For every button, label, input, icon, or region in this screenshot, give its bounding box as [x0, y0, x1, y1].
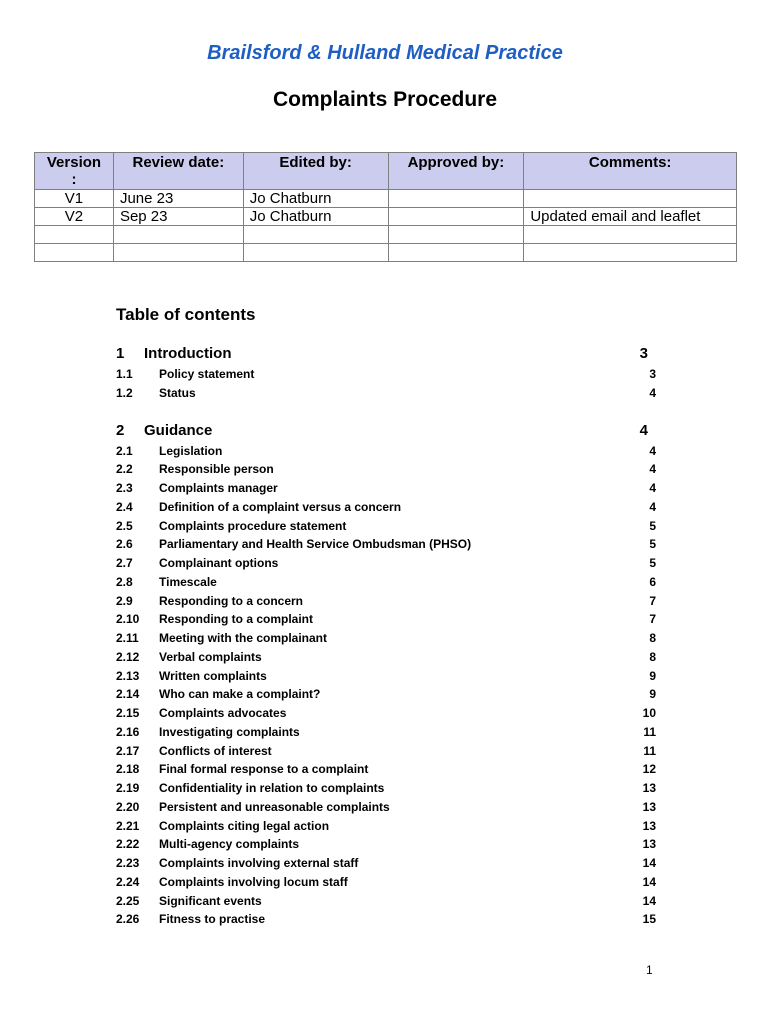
- toc-entry[interactable]: [116, 499, 656, 515]
- toc-entry-page: 10: [642, 706, 656, 720]
- toc-entry-number: 2.21: [116, 818, 140, 833]
- toc-entry[interactable]: [116, 385, 656, 401]
- table-cell: [388, 208, 524, 226]
- table-cell: June 23: [113, 190, 243, 208]
- toc-entry-number: 2.8: [116, 574, 133, 589]
- toc-entry[interactable]: [116, 799, 656, 815]
- toc-entry-number: 2.23: [116, 856, 140, 870]
- table-cell: [35, 244, 114, 262]
- toc-entry-page: 14: [642, 893, 656, 908]
- toc-entry-number: 2.17: [116, 743, 140, 758]
- table-cell: [388, 226, 524, 244]
- table-row: [35, 226, 737, 244]
- toc-entry-number: 2.11: [116, 631, 139, 645]
- toc-entry-page: 4: [649, 385, 656, 400]
- toc-entry-title: Complaints involving locum staff: [159, 874, 348, 889]
- table-cell: Updated email and leaflet: [524, 208, 737, 226]
- toc-entry[interactable]: [116, 893, 656, 909]
- toc-entry[interactable]: [116, 480, 656, 496]
- toc-entry[interactable]: [116, 686, 656, 702]
- table-row: [35, 244, 737, 262]
- toc-entry-page: 9: [649, 668, 656, 683]
- toc-entry-page: 4: [649, 481, 656, 495]
- version-table: [34, 152, 737, 262]
- toc-entry-title: Complaints manager: [159, 481, 278, 495]
- table-cell: [524, 244, 737, 262]
- table-cell: [35, 226, 114, 244]
- table-cell: Jo Chatburn: [243, 190, 388, 208]
- toc-entry-title: Timescale: [159, 574, 217, 589]
- toc-heading: Table of contents: [116, 305, 256, 324]
- toc-entry-number: 2.10: [116, 612, 140, 627]
- header-version: Version :: [35, 153, 114, 190]
- table-cell: [113, 244, 243, 262]
- toc-entry-number: 2.9: [116, 593, 133, 608]
- toc-entry-page: 3: [639, 345, 648, 362]
- toc-entry[interactable]: [116, 761, 656, 777]
- toc-entry-title: Complaints procedure statement: [159, 518, 347, 533]
- toc-entry[interactable]: [116, 855, 656, 871]
- toc-entry-title: Conflicts of interest: [159, 743, 272, 758]
- toc-entry-title: Legislation: [159, 443, 223, 458]
- toc-entry-page: 14: [642, 874, 656, 889]
- toc-entry-title: Complaints involving external staff: [159, 856, 359, 870]
- toc-entry-number: 2.26: [116, 912, 140, 927]
- table-cell: [524, 190, 737, 208]
- toc-entry-title: Introduction: [144, 345, 232, 362]
- toc-entry-page: 13: [642, 781, 656, 795]
- table-cell: [388, 244, 524, 262]
- toc-entry-title: Guidance: [144, 421, 213, 439]
- toc-entry-page: 12: [642, 762, 656, 777]
- toc-entry[interactable]: [116, 911, 656, 927]
- toc-entry-number: 2.7: [116, 556, 133, 570]
- table-cell: Sep 23: [113, 208, 243, 226]
- table-row: [35, 190, 737, 208]
- toc-entry-page: 6: [649, 574, 656, 589]
- toc-entry-page: 4: [649, 499, 656, 514]
- toc-entry-number: 2.15: [116, 706, 140, 720]
- table-cell: V1: [35, 190, 114, 208]
- toc-entry-number: 2.4: [116, 499, 133, 514]
- toc-entry-title: Multi-agency complaints: [159, 837, 300, 852]
- table-cell: [388, 190, 524, 208]
- toc-entry[interactable]: [116, 743, 656, 759]
- toc-entry[interactable]: [116, 724, 656, 740]
- table-cell: [524, 226, 737, 244]
- toc-entry-page: 5: [649, 537, 656, 552]
- toc-entry[interactable]: [116, 836, 656, 852]
- toc-entry[interactable]: [116, 461, 656, 477]
- toc-entry-page: 11: [643, 743, 656, 758]
- toc-entry-title: Significant events: [159, 893, 262, 908]
- toc-entry-title: Complaints citing legal action: [159, 818, 330, 833]
- toc-entry-title: Verbal complaints: [159, 649, 262, 664]
- toc-entry-number: 2.3: [116, 481, 133, 495]
- toc-entry-number: 1: [116, 345, 125, 362]
- toc-entry[interactable]: [116, 874, 656, 890]
- toc-entry-number: 2.19: [116, 781, 140, 795]
- toc-entry-page: 7: [649, 593, 656, 608]
- toc-entry-number: 2.22: [116, 837, 140, 852]
- table-cell: V2: [35, 208, 114, 226]
- toc-entry-number: 2.25: [116, 893, 140, 908]
- toc-entry-page: 4: [649, 443, 656, 458]
- toc-entry-title: Parliamentary and Health Service Ombudsman (PHSO): [159, 537, 472, 552]
- toc-entry-number: 2.18: [116, 762, 140, 777]
- toc-entry-title: Definition of a complaint versus a concern: [159, 499, 402, 514]
- toc-entry-page: 15: [642, 912, 656, 927]
- toc-entry-number: 2.16: [116, 724, 140, 739]
- toc-section-entry[interactable]: [116, 422, 656, 440]
- toc-entry-page: 5: [649, 556, 656, 570]
- toc-entry-title: Responding to a complaint: [159, 612, 314, 627]
- toc-entry-page: 13: [642, 799, 656, 814]
- table-cell: [243, 226, 388, 244]
- version-table-header-row: [35, 153, 737, 190]
- toc-entry-title: Complainant options: [159, 556, 279, 570]
- toc-entry-number: 2.24: [116, 874, 140, 889]
- toc-section-entry[interactable]: [116, 345, 656, 363]
- practice-name: Brailsford & Hulland Medical Practice: [207, 42, 563, 64]
- toc-entry[interactable]: [116, 366, 656, 382]
- toc-entry-number: 2.20: [116, 799, 140, 814]
- header-approved-by: Approved by:: [388, 153, 524, 190]
- header-review-date: Review date:: [113, 153, 243, 190]
- toc-entry-number: 2.1: [116, 443, 133, 458]
- document-title: Complaints Procedure: [272, 88, 498, 111]
- toc-entry-title: Responding to a concern: [159, 593, 304, 608]
- toc-entry-page: 4: [639, 421, 648, 439]
- toc-entry-title: Policy statement: [159, 367, 255, 381]
- header-edited-by: Edited by:: [243, 153, 388, 190]
- toc-entry-page: 9: [649, 687, 656, 702]
- toc-entry-number: 1.2: [116, 385, 133, 400]
- toc-entry[interactable]: [116, 574, 656, 590]
- toc-entry-number: 2.12: [116, 649, 140, 664]
- table-cell: [113, 226, 243, 244]
- toc-entry-number: 2.14: [116, 687, 140, 702]
- toc-entry[interactable]: [116, 518, 656, 534]
- toc-entry[interactable]: [116, 818, 656, 834]
- toc-entry-page: 8: [649, 649, 656, 664]
- toc-entry-title: Who can make a complaint?: [159, 687, 321, 702]
- toc-entry-page: 13: [642, 818, 656, 833]
- toc-entry-number: 1.1: [116, 367, 133, 381]
- toc-entry-page: 13: [642, 837, 656, 852]
- toc-entry-title: Fitness to practise: [159, 912, 266, 927]
- toc-entry-page: 4: [649, 462, 656, 477]
- toc-entry-number: 2.6: [116, 537, 133, 552]
- toc-entry-page: 14: [642, 856, 656, 870]
- toc-entry-title: Responsible person: [159, 462, 274, 477]
- table-row: [35, 208, 737, 226]
- page-number: 1: [646, 963, 653, 977]
- toc-entry-page: 5: [649, 518, 656, 533]
- toc-entry[interactable]: [116, 705, 656, 721]
- toc-entry-page: 3: [649, 367, 656, 381]
- toc-entry-title: Written complaints: [159, 668, 267, 683]
- toc-entry[interactable]: [116, 668, 656, 684]
- toc-entry-number: 2: [116, 421, 125, 439]
- table-cell: [243, 244, 388, 262]
- toc-entry-number: 2.2: [116, 462, 133, 477]
- toc-entry-title: Status: [159, 385, 196, 400]
- toc-entry[interactable]: [116, 630, 656, 646]
- toc-entry[interactable]: [116, 555, 656, 571]
- toc-entry[interactable]: [116, 536, 656, 552]
- toc-entry-title: Persistent and unreasonable complaints: [159, 799, 390, 814]
- toc-entry[interactable]: [116, 649, 656, 665]
- toc-entry-title: Meeting with the complainant: [159, 631, 328, 645]
- toc-entry-page: 7: [649, 612, 656, 627]
- toc-entry-page: 8: [649, 631, 656, 645]
- toc-entry-title: Confidentiality in relation to complaints: [159, 781, 385, 795]
- toc-entry-title: Investigating complaints: [159, 724, 300, 739]
- toc-entry[interactable]: [116, 593, 656, 609]
- toc-entry[interactable]: [116, 611, 656, 627]
- toc-entry-number: 2.13: [116, 668, 140, 683]
- toc-entry-title: Final formal response to a complaint: [159, 762, 369, 777]
- header-comments: Comments:: [524, 153, 737, 190]
- toc-entry[interactable]: [116, 780, 656, 796]
- table-cell: Jo Chatburn: [243, 208, 388, 226]
- toc-entry-page: 11: [643, 724, 656, 739]
- toc-entry[interactable]: [116, 443, 656, 459]
- toc-entry-title: Complaints advocates: [159, 706, 287, 720]
- toc-entry-number: 2.5: [116, 518, 133, 533]
